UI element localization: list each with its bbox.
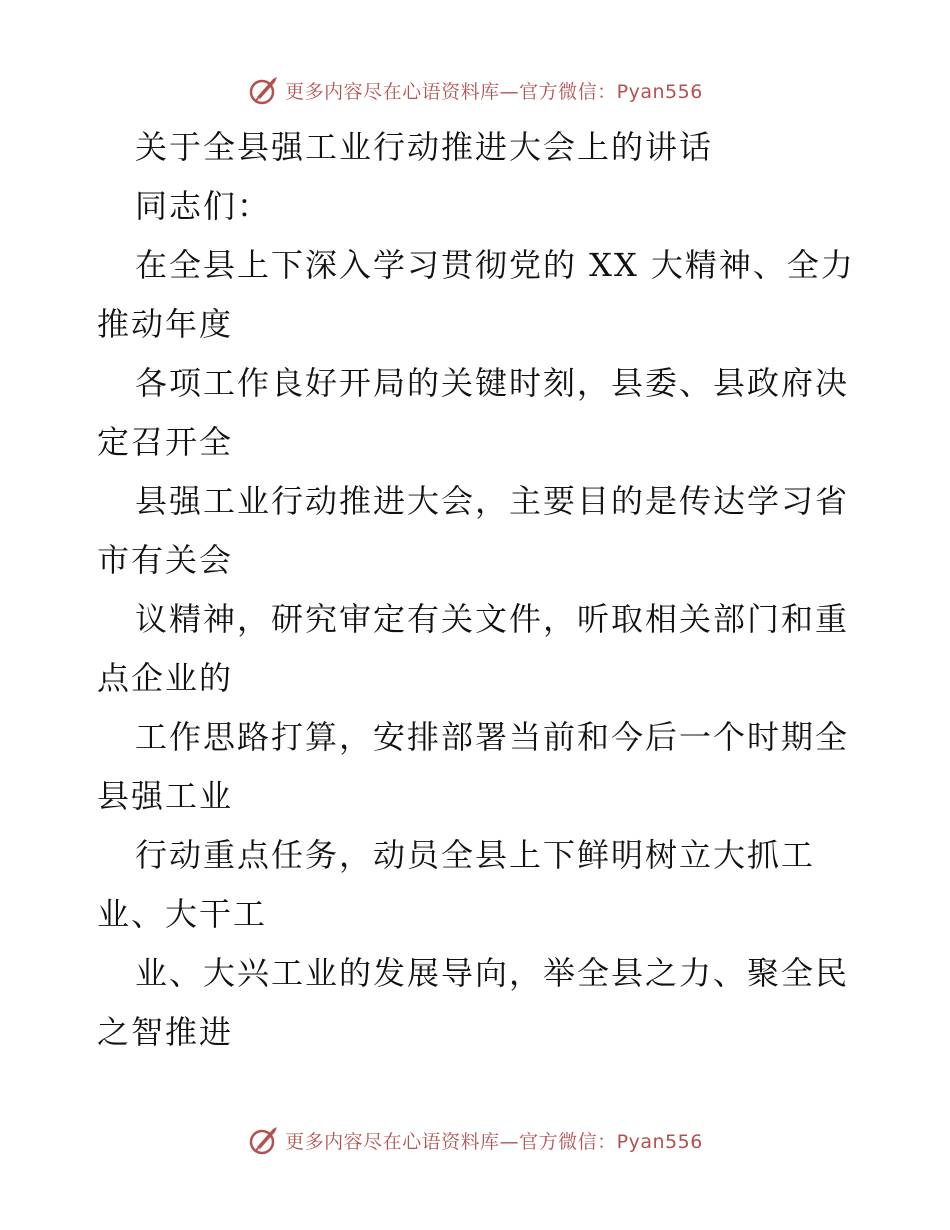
text-line: 推动年度 bbox=[97, 305, 234, 343]
text-line: 工作思路打算，安排部署当前和今后一个时期全 bbox=[135, 718, 850, 756]
footer-banner bbox=[0, 1120, 950, 1160]
text-line: 定召开全 bbox=[97, 423, 234, 461]
quill-logo-icon bbox=[247, 73, 281, 107]
text-line: 关于全县强工业行动推进大会上的讲话 bbox=[135, 128, 714, 166]
text-line: 点企业的 bbox=[97, 659, 234, 697]
text-line: 各项工作良好开局的关键时刻，县委、县政府决 bbox=[135, 364, 850, 402]
text-line: 县强工业行动推进大会，主要目的是传达学习省 bbox=[135, 482, 850, 520]
banner-text: 更多内容尽在心语资料库—官方微信：Pyan556 bbox=[285, 1130, 703, 1153]
text-line: 业、大兴工业的发展导向，举全县之力、聚全民 bbox=[135, 954, 850, 992]
text-line: 行动重点任务，动员全县上下鲜明树立大抓工 bbox=[135, 836, 816, 874]
text-line: 同志们： bbox=[135, 187, 272, 225]
text-line: 业、大干工 bbox=[97, 895, 268, 933]
text-line: 之智推进 bbox=[97, 1013, 234, 1051]
text-line: 县强工业 bbox=[97, 777, 234, 815]
document-body bbox=[97, 118, 857, 1062]
text-line: 市有关会 bbox=[97, 541, 234, 579]
quill-logo-icon bbox=[247, 1123, 281, 1157]
header-banner bbox=[0, 70, 950, 110]
text-line: 议精神，研究审定有关文件，听取相关部门和重 bbox=[135, 600, 850, 638]
banner-text: 更多内容尽在心语资料库—官方微信：Pyan556 bbox=[285, 80, 703, 103]
text-line: 在全县上下深入学习贯彻党的 XX 大精神、全力 bbox=[135, 246, 855, 284]
